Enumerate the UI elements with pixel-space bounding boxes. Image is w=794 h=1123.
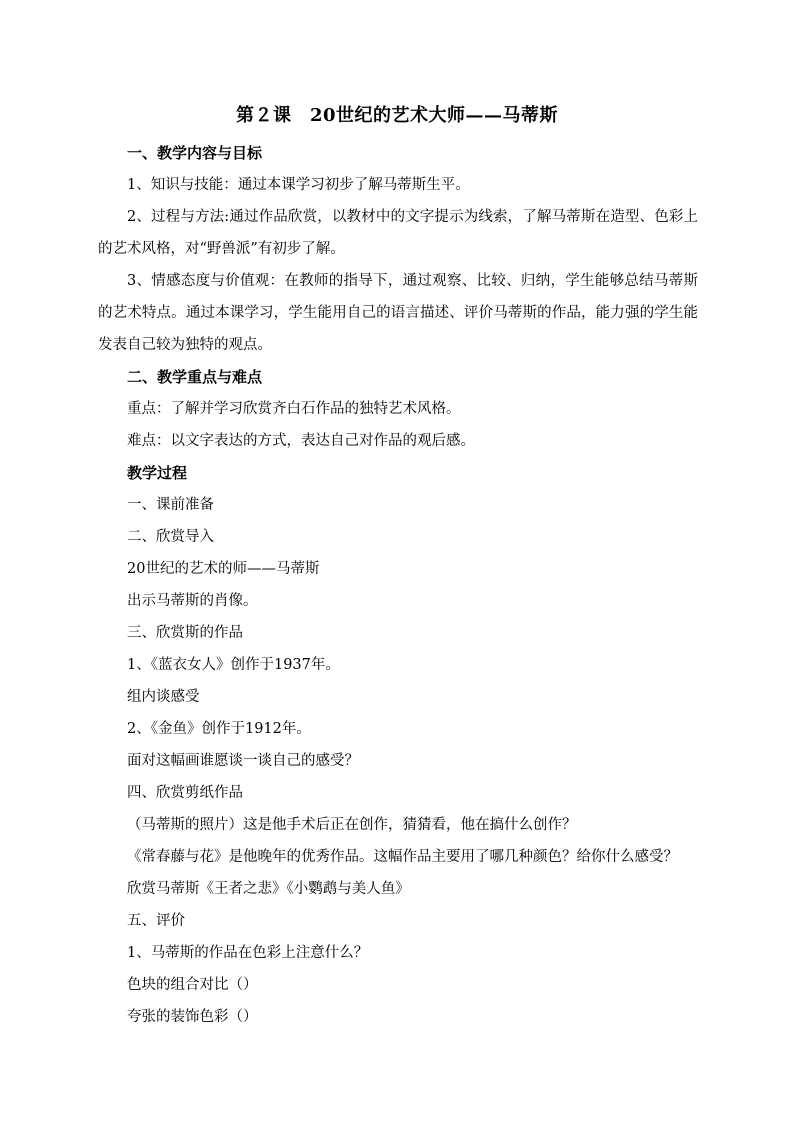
paper-cut-ivy: 《常春藤与花》是他晚年的优秀作品。这幅作品主要用了哪几种颜色？给你什么感受？ <box>127 849 678 865</box>
document-body <box>98 137 698 1033</box>
paper-cut-photo: （马蒂斯的照片）这是他手术后正在创作，猜猜看，他在搞什么创作？ <box>127 817 577 833</box>
intro-portrait: 出示马蒂斯的肖像。 <box>127 593 258 609</box>
goal-attitude: 3、情感态度与价值观：在教师的指导下，通过观察、比较、归纳，学生能够总结马蒂斯的艺术特点。通过本课学习，学生能用自己的语言描述、评价马蒂斯的作品，能力强的学生能发表自己较为独特的观点。 <box>98 273 698 353</box>
step-evaluation: 五、评价 <box>127 913 185 929</box>
goal-process: 2、过程与方法:通过作品欣赏，以教材中的文字提示为线索，了解马蒂斯在造型、色彩上的艺术风格，对“野兽派”有初步了解。 <box>98 209 698 257</box>
work-goldfish-note: 面对这幅画谁愿谈一谈自己的感受？ <box>127 753 359 769</box>
section-heading-goals: 一、教学内容与目标 <box>127 144 263 162</box>
work-blue-woman: 1、《蓝衣女人》创作于1937年。 <box>127 657 340 673</box>
eval-option-b: 夸张的装饰色彩（） <box>127 1009 258 1025</box>
key-point: 重点：了解并学习欣赏齐白石作品的独特艺术风格。 <box>127 401 461 417</box>
goal-knowledge: 1、知识与技能：通过本课学习初步了解马蒂斯生平。 <box>127 177 470 193</box>
paper-cut-more: 欣赏马蒂斯《王者之悲》《小鹦鹉与美人鱼》 <box>127 881 410 897</box>
work-blue-woman-note: 组内谈感受 <box>127 689 200 705</box>
section-heading-key-points: 二、教学重点与难点 <box>127 368 263 386</box>
step-appreciation: 三、欣赏斯的作品 <box>127 625 243 641</box>
section-heading-process: 教学过程 <box>127 464 188 482</box>
page-title: 第２课 20世纪的艺术大师——马蒂斯 <box>235 105 559 126</box>
difficult-point: 难点：以文字表达的方式，表达自己对作品的观后感。 <box>127 433 475 449</box>
eval-question: 1、马蒂斯的作品在色彩上注意什么？ <box>127 945 369 961</box>
step-introduction: 二、欣赏导入 <box>127 529 214 545</box>
step-paper-cut: 四、欣赏剪纸作品 <box>127 785 243 801</box>
intro-line: 20世纪的艺术的师——马蒂斯 <box>127 561 320 577</box>
step-preparation: 一、课前准备 <box>127 497 214 513</box>
eval-option-a: 色块的组合对比（） <box>127 977 258 993</box>
work-goldfish: 2、《金鱼》创作于1912年。 <box>127 721 311 737</box>
